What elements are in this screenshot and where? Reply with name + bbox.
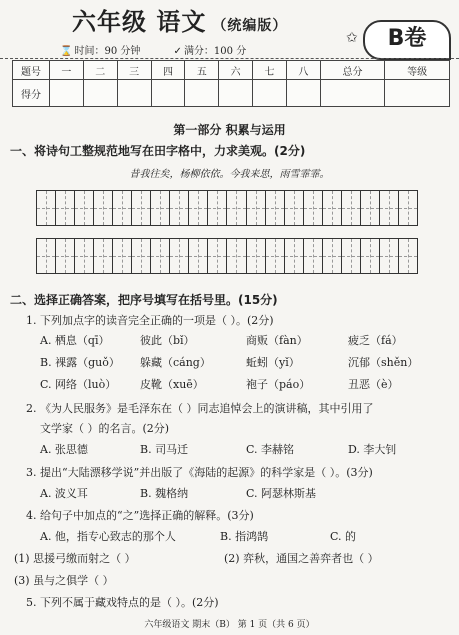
score-value-cell[interactable]: [286, 80, 320, 107]
q4-option-a[interactable]: A. 他，指专心致志的那个人: [40, 530, 176, 543]
q1-option-a1[interactable]: A. 栖息（qī）: [40, 334, 110, 347]
score-value-cell[interactable]: [219, 80, 253, 107]
score-value-cell[interactable]: [117, 80, 151, 107]
exam-meta: [60, 42, 276, 57]
score-value-cell[interactable]: [385, 80, 450, 107]
q1-option-b3: 蚯蚓（yǐ）: [246, 356, 300, 369]
page-footer: 六年级语文 期末（B） 第 1 页（共 6 页）: [144, 620, 315, 630]
score-header-cell: 二: [83, 61, 117, 80]
score-value-cell[interactable]: [320, 80, 385, 107]
q2-stem-cont: 文学家（ ）的名言。(2分): [40, 422, 170, 435]
exam-title: [72, 2, 287, 37]
score-value-cell[interactable]: [185, 80, 219, 107]
star-icon: ✩: [346, 30, 358, 46]
score-header-cell: 六: [219, 61, 253, 80]
q1-option-c2: 皮靴（xuē）: [140, 378, 204, 391]
q4-stem: 4. 给句子中加点的“之”选择正确的解释。(3分): [26, 509, 254, 522]
score-header-cell: 总分: [320, 61, 385, 80]
q1-option-b1[interactable]: B. 裸露（guǒ）: [40, 356, 120, 369]
time-limit: 时间：90 分钟: [74, 46, 141, 57]
q2-option-b[interactable]: B. 司马迁: [140, 443, 189, 456]
q4-item-1[interactable]: (1) 思援弓缴而射之（ ）: [14, 552, 136, 565]
writing-grid-row2[interactable]: [36, 238, 418, 274]
score-value-cell: 得分: [13, 80, 50, 107]
edition-label: （统编版）: [212, 18, 288, 34]
poem-text: 昔我往矣，杨柳依依。今我来思，雨雪霏霏。: [129, 169, 330, 180]
score-header-cell: 等级: [385, 61, 450, 80]
score-value-cell[interactable]: [151, 80, 185, 107]
score-header-cell: 一: [50, 61, 84, 80]
q4-option-b[interactable]: B. 指鸿鹄: [220, 530, 269, 543]
q1-option-b4: 沉郁（shěn）: [348, 356, 419, 369]
header: [0, 0, 459, 58]
q2-stem: 2. 《为人民服务》是毛泽东在（ ）同志追悼会上的演讲稿，其中引用了: [26, 402, 374, 415]
score-value-cell[interactable]: [253, 80, 287, 107]
score-value-cell[interactable]: [50, 80, 84, 107]
score-table: [12, 60, 450, 107]
full-score: 满分：100 分: [183, 46, 247, 57]
q3-option-a[interactable]: A. 波义耳: [40, 487, 88, 500]
score-header-cell: 四: [151, 61, 185, 80]
hourglass-icon: ⌛: [60, 46, 73, 57]
q2-option-a[interactable]: A. 张思德: [40, 443, 88, 456]
title-text: 六年级 语文: [72, 8, 207, 36]
score-header-cell: 五: [185, 61, 219, 80]
q1-option-c3: 袍子（páo）: [246, 378, 311, 391]
part-title: 第一部分 积累与运用: [173, 123, 286, 137]
score-header-row: [13, 61, 450, 80]
q3-stem: 3. 提出“大陆漂移学说”并出版了《海陆的起源》的科学家是（ ）。(3分): [26, 466, 373, 479]
q1-stem: 1. 下列加点字的读音完全正确的一项是（ ）。(2分): [26, 314, 274, 327]
q3-option-c[interactable]: C. 阿瑟林斯基: [246, 487, 317, 500]
q3-option-b[interactable]: B. 魏格纳: [140, 487, 189, 500]
q1-option-b2: 躲藏（cáng）: [140, 356, 211, 369]
q4-item-3[interactable]: (3) 虽与之俱学（ ）: [14, 574, 114, 587]
q2-option-d[interactable]: D. 李大钊: [348, 443, 397, 456]
q4-option-c[interactable]: C. 的: [330, 530, 357, 543]
q5-stem: 5. 下列不属于藏戏特点的是（ ）。(2分): [26, 596, 219, 609]
q4-item-2[interactable]: (2) 弈秋，通国之善弈者也（ ）: [224, 552, 379, 565]
score-header-cell: 题号: [13, 61, 50, 80]
score-header-cell: 七: [253, 61, 287, 80]
paper-badge: B卷: [363, 20, 451, 60]
check-icon: ✓: [173, 46, 182, 57]
score-header-cell: 三: [117, 61, 151, 80]
q1-option-c4: 丑恶（è）: [348, 378, 399, 391]
section1-heading: 一、将诗句工整规范地写在田字格中，力求美观。(2分): [10, 144, 306, 158]
section2-heading: 二、选择正确答案，把序号填写在括号里。(15分): [10, 293, 278, 307]
score-header-cell: 八: [286, 61, 320, 80]
q1-option-c1[interactable]: C. 网络（luò）: [40, 378, 117, 391]
score-value-row: [13, 80, 450, 107]
dashed-divider: [0, 58, 459, 59]
q1-option-a2: 彼此（bǐ）: [140, 334, 195, 347]
q2-option-c[interactable]: C. 李赫铭: [246, 443, 295, 456]
q1-option-a4: 疲乏（fá）: [348, 334, 403, 347]
writing-grid-row1[interactable]: [36, 190, 418, 226]
score-value-cell[interactable]: [83, 80, 117, 107]
q1-option-a3: 商贩（fàn）: [246, 334, 308, 347]
